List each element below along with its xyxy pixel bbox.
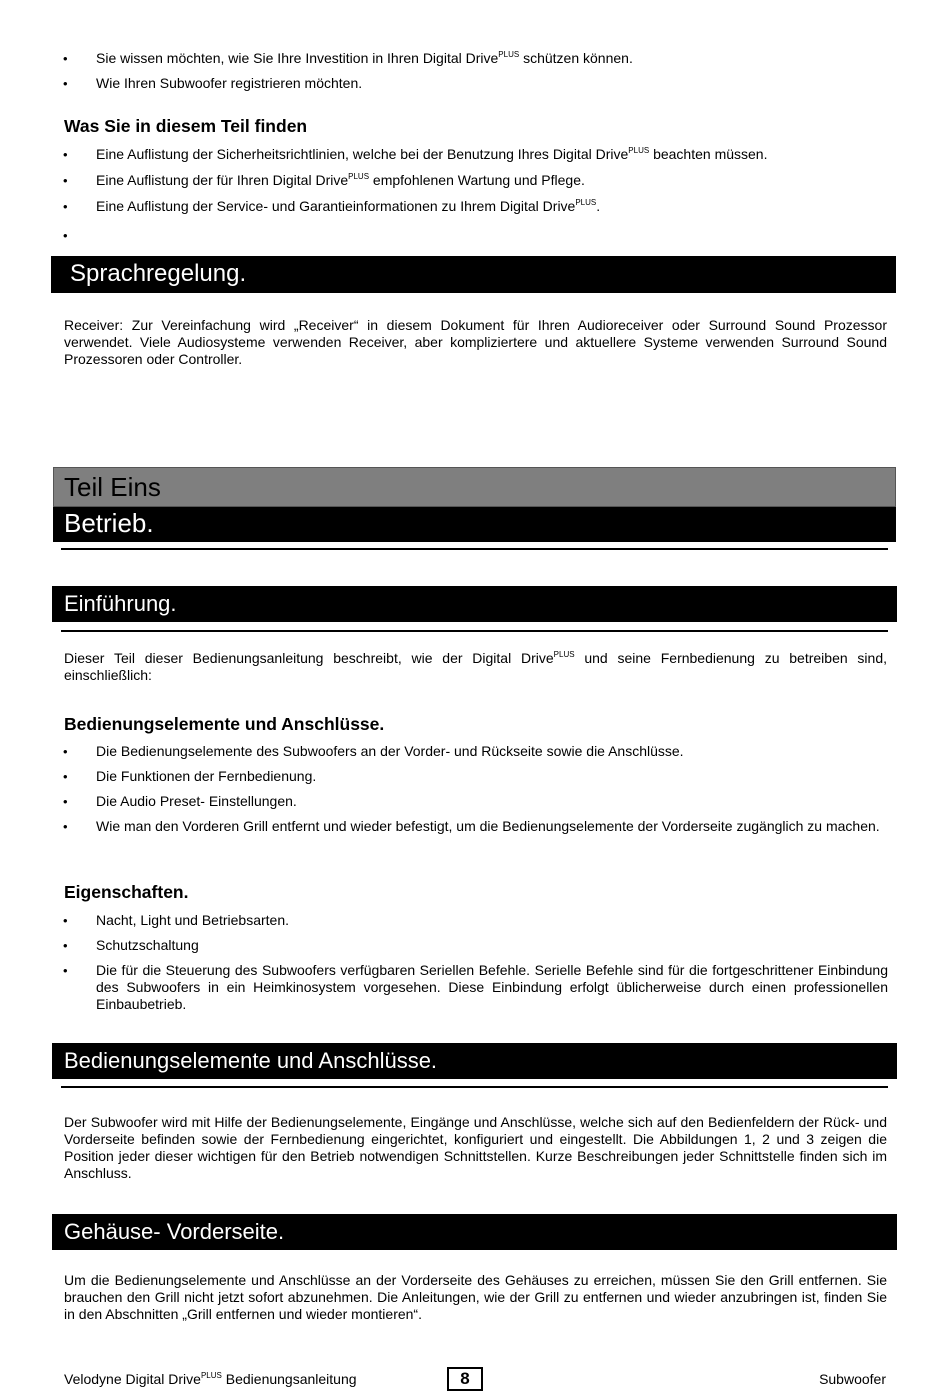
eigen-bullet-3: Die für die Steuerung des Subwoofers verfügbaren Seriellen Befehle. Serielle Befehle sind für die fortgeschrittener Einbindung des Subwoofers in ein Heimkinosystem vorgesehen. Diese Einbindung erfolgt üblicherweise durch einen professionellen Einbaubetrieb. [96,962,888,1012]
section-bar-einfuehrung: Einführung. [52,586,897,622]
bedienungselemente-text: Der Subwoofer wird mit Hilfe der Bedienungselemente, Eingänge und Anschlüsse, welche sich auf den Bedienfeldern der Rück- und Vorderseite befinden sowie der Fernbedienung eingerichtet, konfiguriert und eingestellt. Die Abbildungen 1, 2 und 3 zeigen die Position jeder dieser wichtigen für den Betrieb notwendigen Schnittstellen. Kurze Beschreibungen jeder Schnittstelle finden sich im Anschluss. [64,1114,887,1181]
bullet-dot: • [63,51,68,66]
eigen-bullet-1: Nacht, Light und Betriebsarten. [96,912,290,928]
bedien-bullet-2: Die Funktionen der Fernbedienung. [96,768,317,784]
bullet-dot: • [63,913,68,928]
footer-section: Subwoofer [819,1371,886,1387]
eigen-bullet-2: Schutzschaltung [96,937,199,953]
divider [61,1086,888,1088]
divider [61,548,888,550]
einfuehrung-text: Dieser Teil dieser Bedienungsanleitung beschreibt, wie der Digital Drive$^{PLUS}$ und seine Fernbedienung zu betreiben sind, einschließlich: [64,650,887,683]
bedien-bullet-1: Die Bedienungselemente des Subwoofers an der Vorder- und Rückseite sowie die Anschlüsse. [96,743,684,759]
gehaeuse-text: Um die Bedienungselemente und Anschlüsse an der Vorderseite des Gehäuses zu erreichen, müssen Sie den Grill entfernen. Sie brauchen den Grill nicht jetzt sofort abzunehmen. Die Anleitungen, wie der Grill zu entfernen und wieder anzubringen ist, finden Sie in den Abschnitten „Grill entfernen und wieder montieren“. [64,1272,887,1322]
find-heading: Was Sie in diesem Teil finden [64,116,308,136]
bedien-bullet-3: Die Audio Preset- Einstellungen. [96,793,297,809]
intro-bullet-1: Sie wissen möchten, wie Sie Ihre Investition in Ihren Digital Drive$^{PLUS}$ schützen können. [96,50,633,66]
bedien-heading: Bedienungselemente und Anschlüsse. [64,714,385,734]
bullet-dot: • [63,199,68,214]
bullet-dot: • [63,173,68,188]
sprachregelung-text: Receiver: Zur Vereinfachung wird „Receiver“ in diesem Dokument für Ihren Audioreceiver oder Surround Sound Prozessor verwendet. Viele Audiosysteme verwenden Receiver, aber kompliziertere und aktuellere Systeme verwenden Surround Sound Prozessoren oder Controller. [64,317,887,367]
find-bullet-1: Eine Auflistung der Sicherheitsrichtlinien, welche bei der Benutzung Ihres Digital Drive$^{PLUS}$ beachten müssen. [96,146,768,162]
bullet-dot: • [63,963,68,978]
section-bar-gehaeuse: Gehäuse- Vorderseite. [52,1214,897,1250]
bedien-bullet-4: Wie man den Vorderen Grill entfernt und wieder befestigt, um die Bedienungselemente der Vorderseite zugänglich zu machen. [96,818,880,834]
footer-title: Velodyne Digital Drive$^{PLUS}$ Bedienungsanleitung [64,1371,357,1387]
find-bullet-2: Eine Auflistung der für Ihren Digital Drive$^{PLUS}$ empfohlenen Wartung und Pflege. [96,172,585,188]
bullet-dot-empty: • [63,228,68,243]
bullet-dot: • [63,76,68,91]
bullet-dot: • [63,938,68,953]
page-number: 8 [447,1367,483,1391]
bullet-dot: • [63,147,68,162]
part-subtitle: Betrieb. [53,507,896,542]
divider [61,630,888,632]
part-title: Teil Eins [53,467,896,507]
bullet-dot: • [63,769,68,784]
bullet-dot: • [63,794,68,809]
section-bar-sprachregelung: Sprachregelung. [51,256,896,293]
intro-bullet-2: Wie Ihren Subwoofer registrieren möchten. [96,75,363,91]
bullet-dot: • [63,819,68,834]
bullet-dot: • [63,744,68,759]
eigenschaften-heading: Eigenschaften. [64,882,189,902]
section-bar-bedienungselemente: Bedienungselemente und Anschlüsse. [52,1043,897,1079]
find-bullet-3: Eine Auflistung der Service- und Garantieinformationen zu Ihrem Digital Drive$^{PLUS}$. [96,198,601,214]
